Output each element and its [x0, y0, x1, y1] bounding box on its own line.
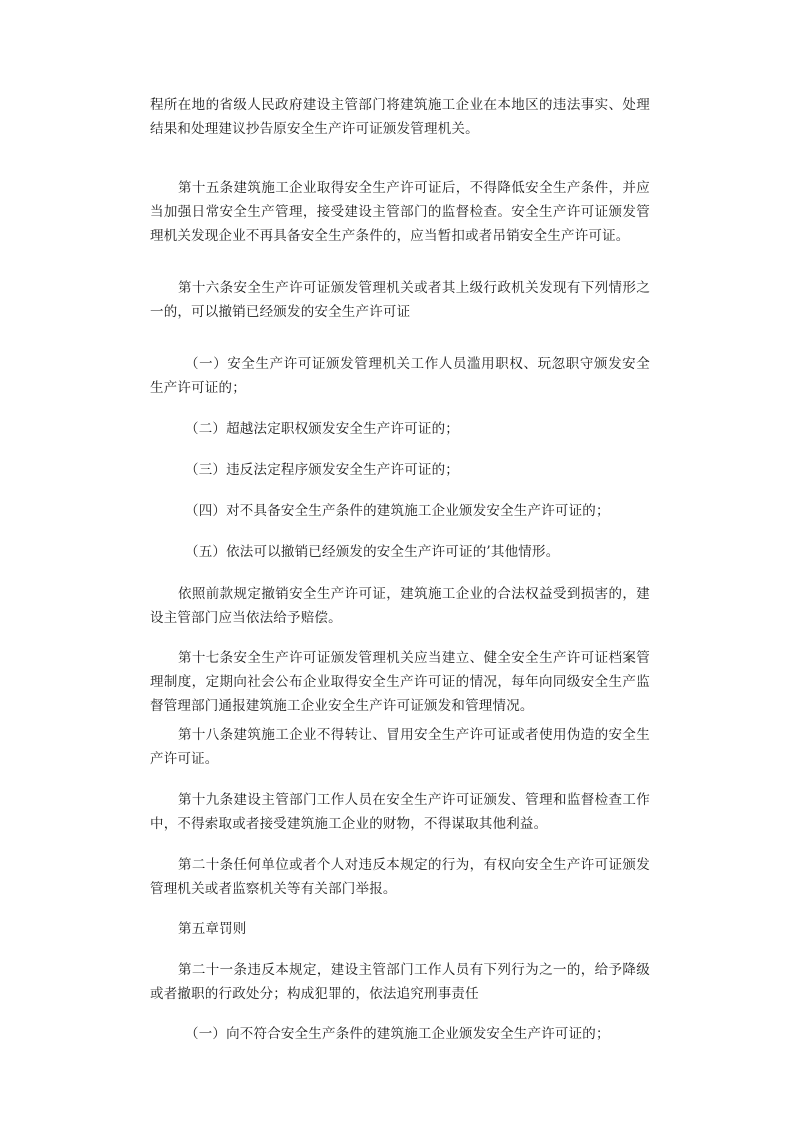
article-15-paragraph: 第十五条建筑施工企业取得安全生产许可证后，不得降低安全生产条件，并应当加强日常安全生产管理，接受建设主管部门的监督检查。安全生产许可证颁发管理机关发现企业不再具备安全生产条件的，应当暂扣或者吊销安全生产许可证。: [150, 180, 650, 244]
article-21-item-1: （一）向不符合安全生产条件的建筑施工企业颁发安全生产许可证的；: [185, 1026, 610, 1042]
article-16-item-3: （三）违反法定程序颁发安全生产许可证的；: [185, 462, 459, 478]
article-16-item-5: （五）依法可以撤销已经颁发的安全生产许可证的’其他情形。: [185, 544, 560, 560]
compensation-paragraph: 依照前款规定撤销安全生产许可证，建筑施工企业的合法权益受到损害的，建设主管部门应当依法给予赔偿。: [150, 586, 650, 626]
chapter-5-heading: 第五章罚则: [178, 921, 247, 937]
article-20-paragraph: 第二十条任何单位或者个人对违反本规定的行为，有权向安全生产许可证颁发管理机关或者监察机关等有关部门举报。: [150, 857, 650, 897]
article-16-paragraph: 第十六条安全生产许可证颁发管理机关或者其上级行政机关发现有下列情形之一的，可以撤销已经颁发的安全生产许可证: [150, 280, 650, 320]
article-17-paragraph: 第十七条安全生产许可证颁发管理机关应当建立、健全安全生产许可证档案管理制度，定期向社会公布企业取得安全生产许可证的情况，每年向同级安全生产监督管理部门通报建筑施工企业安全生产许可证颁发和管理情况。: [150, 650, 650, 714]
article-16-item-1: （一）安全生产许可证颁发管理机关工作人员滥用职权、玩忽职守颁发安全生产许可证的；: [150, 356, 650, 396]
paragraph-continuation: 程所在地的省级人民政府建设主管部门将建筑施工企业在本地区的违法事实、处理结果和处理建议抄告原安全生产许可证颁发管理机关。: [150, 97, 650, 137]
article-18-paragraph: 第十八条建筑施工企业不得转让、冒用安全生产许可证或者使用伪造的安全生产许可证。: [150, 727, 650, 767]
article-16-item-4: （四）对不具备安全生产条件的建筑施工企业颁发安全生产许可证的；: [185, 503, 610, 519]
article-21-paragraph: 第二十一条违反本规定，建设主管部门工作人员有下列行为之一的，给予降级或者撤职的行政处分；构成犯罪的，依法追究刑事责任: [150, 962, 650, 1002]
article-16-item-2: （二）超越法定职权颁发安全生产许可证的；: [185, 421, 459, 437]
article-19-paragraph: 第十九条建设主管部门工作人员在安全生产许可证颁发、管理和监督检查工作中，不得索取或者接受建筑施工企业的财物，不得谋取其他利益。: [150, 792, 650, 832]
